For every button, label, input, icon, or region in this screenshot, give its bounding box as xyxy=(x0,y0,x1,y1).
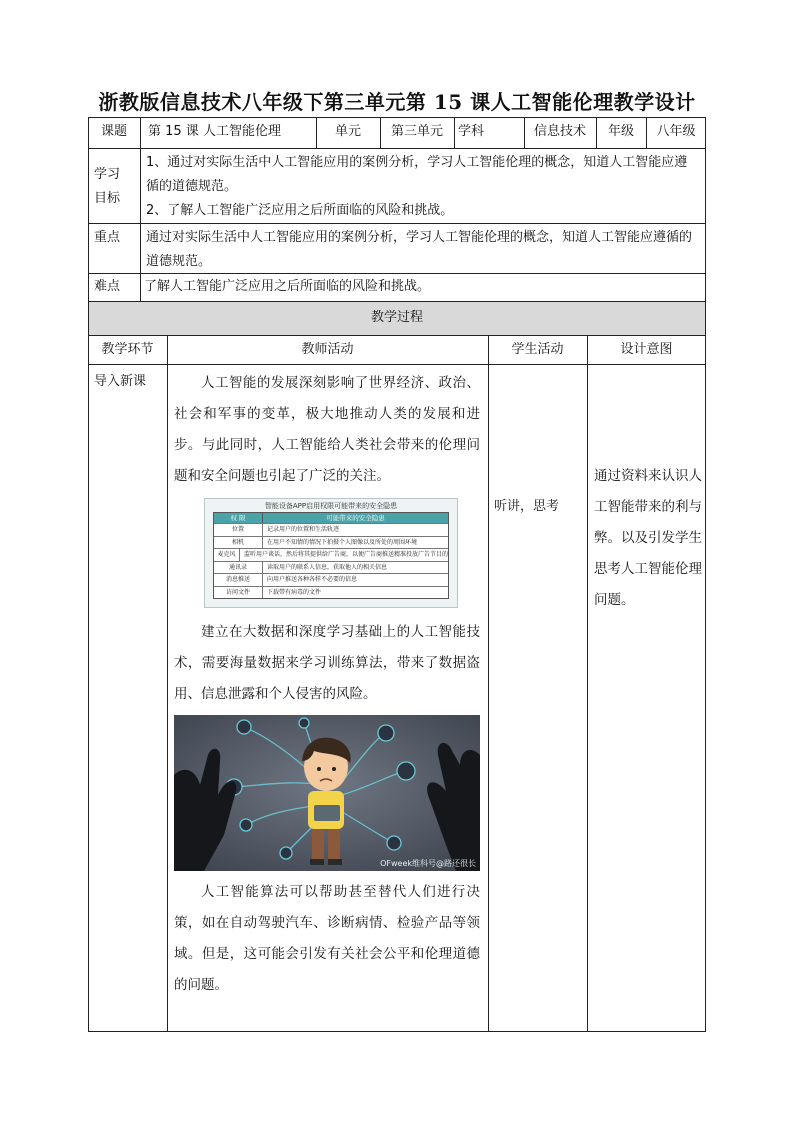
teacher-para-1: 人工智能的发展深刻影响了世界经济、政治、社会和军事的变革，极大地推动人类的发展和进步。与此同时，人工智能给人类社会带来的伦理问题和安全问题也引起了广泛的关注。 xyxy=(174,375,480,484)
goal-1: 1、通过对实际生活中人工智能应用的案例分析，学习人工智能伦理的概念，知道人工智能应遵循的道德规范。 xyxy=(146,155,688,194)
unit-label: 单元 xyxy=(334,124,361,139)
permissions-row xyxy=(214,523,448,536)
permissions-row-risk: 读取用户的联系人信息，获取他人的相关信息 xyxy=(267,563,388,571)
permissions-table-image xyxy=(204,498,458,608)
lesson-plan-table xyxy=(88,117,706,1032)
col-intent: 设计意图 xyxy=(620,342,673,357)
permissions-row xyxy=(214,573,448,586)
permissions-col-1: 权 限 xyxy=(214,513,263,523)
privacy-cartoon-graphic xyxy=(174,715,480,871)
document-title: 浙教版信息技术八年级下第三单元第 15 课人工智能伦理教学设计 xyxy=(98,90,696,114)
topic-value: 第 15 课 人工智能伦理 xyxy=(148,124,281,139)
permissions-row xyxy=(214,586,448,599)
goals-label: 学习 目标 xyxy=(94,167,121,206)
permissions-row-permission: 相机 xyxy=(214,537,263,549)
permissions-col-2: 可能带来的安全隐患 xyxy=(326,514,385,522)
goal-2: 2、了解人工智能广泛应用之后所面临的风险和挑战。 xyxy=(146,203,454,218)
topic-label: 课题 xyxy=(100,124,127,139)
permissions-row-permission: 访问文件 xyxy=(214,587,263,599)
stage-intro: 导入新课 xyxy=(94,374,147,389)
privacy-risk-illustration xyxy=(174,715,480,871)
unit-value: 第三单元 xyxy=(390,124,443,139)
key-text: 通过对实际生活中人工智能应用的案例分析，学习人工智能伦理的概念，知道人工智能应遵循的道德规范。 xyxy=(146,230,693,269)
subject-value: 信息技术 xyxy=(533,124,586,139)
grade-label: 年级 xyxy=(607,124,634,139)
teacher-para-2: 建立在大数据和深度学习基础上的人工智能技术，需要海量数据来学习训练算法，带来了数据盗用、信息泄露和个人侵害的风险。 xyxy=(174,624,480,702)
permissions-row-permission: 消息推送 xyxy=(214,574,263,586)
permissions-row xyxy=(214,536,448,549)
permissions-row-permission: 位置 xyxy=(214,524,263,536)
permissions-table-title: 智能设备APP启用权限可能带来的安全隐患 xyxy=(264,502,398,510)
student-activity: 听讲，思考 xyxy=(494,499,560,514)
illustration-watermark: OFweek维科号@路还很长 xyxy=(380,859,476,868)
key-label: 重点 xyxy=(94,230,121,245)
col-student: 学生活动 xyxy=(511,342,564,357)
subject-label: 学科 xyxy=(458,124,485,139)
teacher-para-3: 人工智能算法可以帮助甚至替代人们进行决策，如在自动驾驶汽车、诊断病情、检验产品等领域。但是，这可能会引发有关社会公平和伦理道德的问题。 xyxy=(174,884,480,993)
col-teacher: 教师活动 xyxy=(301,342,354,357)
permissions-row-risk: 在用户不知情的情况下拍摄个人图像以及所处的周围环境 xyxy=(267,538,418,546)
permissions-row xyxy=(214,561,448,574)
goals-text xyxy=(146,151,700,223)
permissions-row xyxy=(214,548,448,561)
permissions-row-permission: 通讯录 xyxy=(214,562,263,574)
process-header: 教学过程 xyxy=(370,310,423,325)
col-stage: 教学环节 xyxy=(101,342,154,357)
permissions-row-risk: 向用户推送各种各样不必要的信息 xyxy=(267,576,358,583)
permissions-row-risk: 记录用户的位置和生活轨迹 xyxy=(267,526,340,533)
difficulty-text: 了解人工智能广泛应用之后所面临的风险和挑战。 xyxy=(144,279,431,294)
design-intent: 通过资料来认识人工智能带来的利与弊。以及引发学生思考人工智能伦理问题。 xyxy=(594,468,702,608)
grade-value: 八年级 xyxy=(656,124,696,139)
permissions-row-risk: 下载带有病毒的文件 xyxy=(267,588,322,596)
permissions-row-permission: 麦克风 xyxy=(214,549,240,561)
difficulty-label: 难点 xyxy=(94,279,121,294)
permissions-row-risk: 监听用户谈话，然后将其提供给广告商，以便广告商推送精准投放广告节目的 xyxy=(243,551,448,558)
